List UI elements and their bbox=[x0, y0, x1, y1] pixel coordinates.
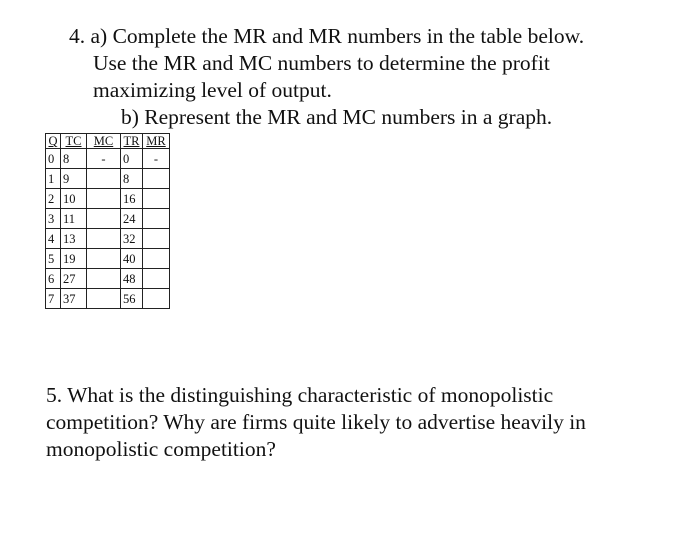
question-4-line-3: maximizing level of output. bbox=[93, 78, 332, 102]
cell-tr: 8 bbox=[121, 169, 143, 189]
cell-mc bbox=[87, 189, 121, 209]
cell-q: 7 bbox=[46, 289, 61, 309]
table-row bbox=[46, 289, 170, 309]
cell-mr bbox=[143, 209, 170, 229]
cell-q: 6 bbox=[46, 269, 61, 289]
header-tc: TC bbox=[61, 134, 87, 149]
cell-tc: 19 bbox=[61, 249, 87, 269]
question-4-line-2: Use the MR and MC numbers to determine the profit bbox=[93, 51, 550, 75]
cell-q: 3 bbox=[46, 209, 61, 229]
cell-q: 1 bbox=[46, 169, 61, 189]
header-mc: MC bbox=[87, 134, 121, 149]
table-header-row bbox=[46, 134, 170, 149]
table-row bbox=[46, 149, 170, 169]
cell-q: 2 bbox=[46, 189, 61, 209]
cell-mc bbox=[87, 289, 121, 309]
cell-q: 5 bbox=[46, 249, 61, 269]
cell-tc: 10 bbox=[61, 189, 87, 209]
header-q: Q bbox=[46, 134, 61, 149]
table-row bbox=[46, 249, 170, 269]
table-row bbox=[46, 209, 170, 229]
cell-q: 0 bbox=[46, 149, 61, 169]
cell-tc: 9 bbox=[61, 169, 87, 189]
cell-mr: - bbox=[143, 149, 170, 169]
question-4-line-4: b) Represent the MR and MC numbers in a graph. bbox=[121, 105, 553, 129]
cell-tr: 40 bbox=[121, 249, 143, 269]
cell-tr: 24 bbox=[121, 209, 143, 229]
question-5-line-1: 5. What is the distinguishing characteristic of monopolistic bbox=[46, 383, 554, 407]
cell-mr bbox=[143, 169, 170, 189]
cell-tc: 11 bbox=[61, 209, 87, 229]
cell-mr bbox=[143, 289, 170, 309]
cell-mc bbox=[87, 169, 121, 189]
cell-tr: 16 bbox=[121, 189, 143, 209]
cell-mc bbox=[87, 229, 121, 249]
cell-mc bbox=[87, 269, 121, 289]
cell-mc: - bbox=[87, 149, 121, 169]
cost-revenue-table bbox=[45, 133, 170, 309]
cell-tr: 0 bbox=[121, 149, 143, 169]
table-row bbox=[46, 189, 170, 209]
question-5-line-2: competition? Why are firms quite likely to advertise heavily in bbox=[46, 410, 586, 434]
cell-tr: 32 bbox=[121, 229, 143, 249]
table-row bbox=[46, 269, 170, 289]
cell-tc: 37 bbox=[61, 289, 87, 309]
cell-tr: 48 bbox=[121, 269, 143, 289]
header-tr: TR bbox=[121, 134, 143, 149]
cell-tc: 8 bbox=[61, 149, 87, 169]
question-5-line-3: monopolistic competition? bbox=[46, 437, 276, 461]
cell-mr bbox=[143, 269, 170, 289]
header-mr: MR bbox=[143, 134, 170, 149]
cell-mr bbox=[143, 189, 170, 209]
cell-mc bbox=[87, 209, 121, 229]
cell-tr: 56 bbox=[121, 289, 143, 309]
cell-q: 4 bbox=[46, 229, 61, 249]
cell-mc bbox=[87, 249, 121, 269]
cell-tc: 13 bbox=[61, 229, 87, 249]
cell-mr bbox=[143, 249, 170, 269]
cell-tc: 27 bbox=[61, 269, 87, 289]
question-4-line-1: 4. a) Complete the MR and MR numbers in the table below. bbox=[69, 24, 585, 48]
table-row bbox=[46, 229, 170, 249]
cell-mr bbox=[143, 229, 170, 249]
table-row bbox=[46, 169, 170, 189]
